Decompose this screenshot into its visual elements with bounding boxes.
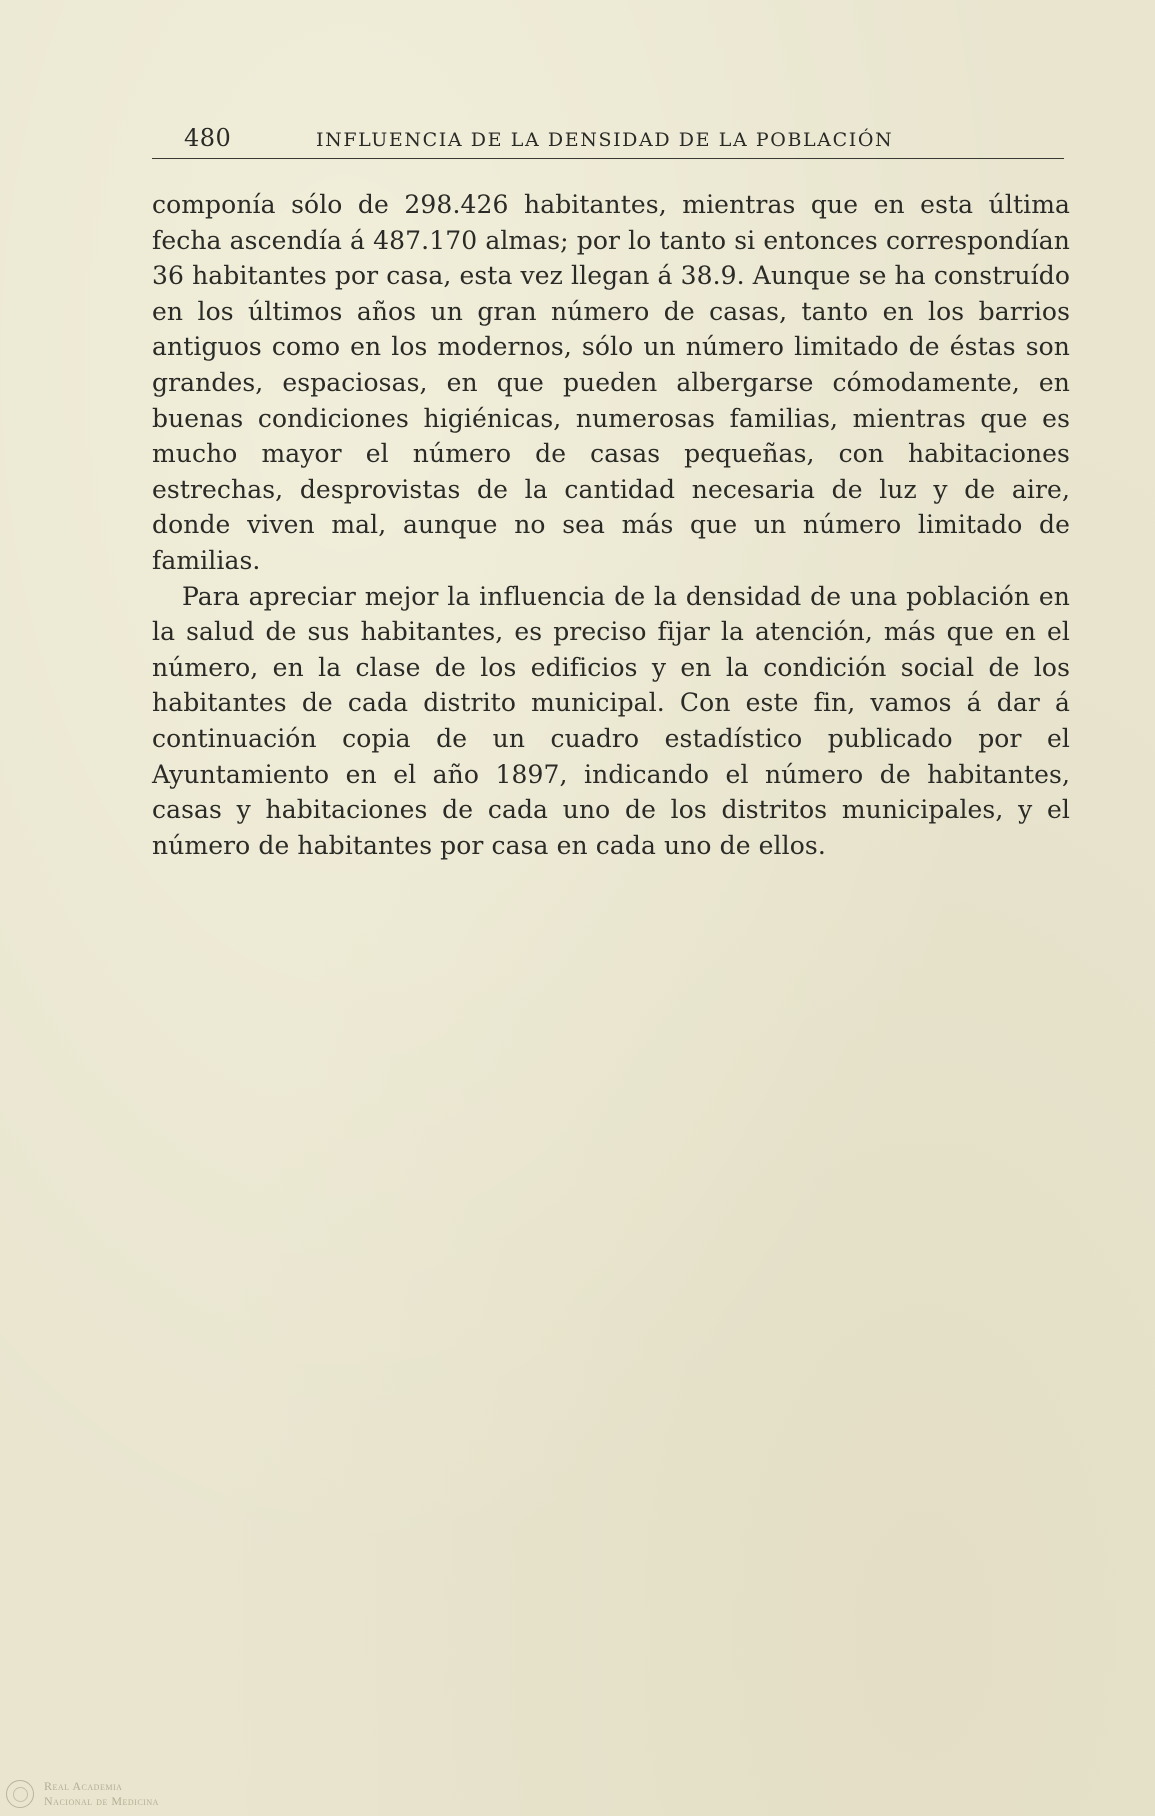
seal-icon xyxy=(6,1780,34,1808)
paragraph: Para apreciar mejor la influencia de la densidad de una población en la salud de sus habitantes, es preciso fijar la atención, más que en el número, en la clase de los edificios y en la condición social de los habitantes de cada distrito municipal. Con este fin, vamos á dar á continuación copia de un cuadro estadístico publicado por el Ayuntamiento en el año 1897, indicando el número de habitantes, casas y habitaciones de cada uno de los distritos municipales, y el número de habitantes por casa en cada uno de ellos. xyxy=(152,581,1070,860)
stamp-line-1: Real Academia xyxy=(44,1779,123,1793)
body-text xyxy=(152,187,1070,863)
paragraph-continued: componía sólo de 298.426 habitantes, mientras que en esta última fecha ascendía á 487.170 almas; por lo tanto si entonces correspondían 36 habitantes por casa, esta vez llegan á 38.9. Aunque se ha construído en los últimos años un gran número de casas, tanto en los barrios antiguos como en los modernos, sólo un número limitado de éstas son grandes, espaciosas, en que pueden albergarse cómodamente, en buenas condiciones higiénicas, numerosas familias, mientras que es mucho mayor el número de casas pequeñas, con habitaciones estrechas, desprovistas de la cantidad necesaria de luz y de aire, donde viven mal, aunque no sea más que un número limitado de familias. xyxy=(152,190,1070,575)
running-title: INFLUENCIA DE LA DENSIDAD DE LA POBLACIÓN xyxy=(316,129,894,151)
running-header xyxy=(152,118,1064,159)
stamp-line-2: Nacional de Medicina xyxy=(44,1794,159,1808)
page-number: 480 xyxy=(184,124,232,152)
library-stamp xyxy=(6,1778,196,1812)
book-page xyxy=(152,118,1070,1758)
